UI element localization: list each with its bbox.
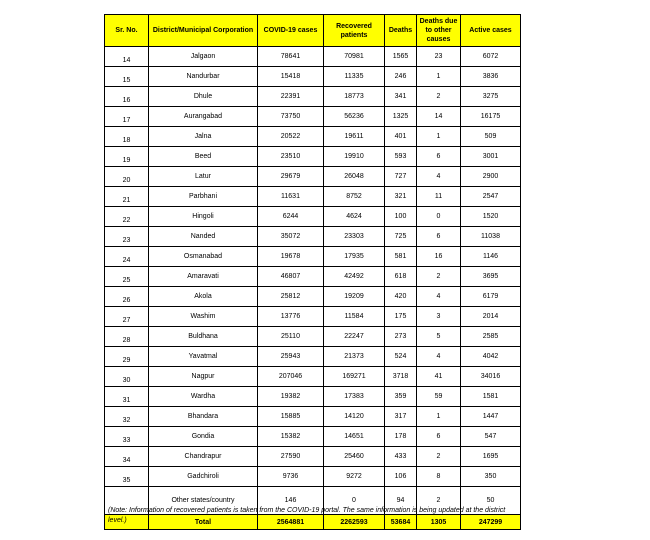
active-cell: 1695 — [461, 447, 521, 467]
recovered-cell: 19910 — [324, 147, 385, 167]
active-cell: 350 — [461, 467, 521, 487]
deaths-cell: 401 — [385, 127, 417, 147]
recovered-cell: 19611 — [324, 127, 385, 147]
table-row — [105, 187, 521, 207]
table-row — [105, 127, 521, 147]
recovered-cell: 19209 — [324, 287, 385, 307]
deaths-other-cell: 2 — [417, 487, 461, 515]
deaths-cell: 433 — [385, 447, 417, 467]
deaths-other-cell: 6 — [417, 147, 461, 167]
deaths-cell: 178 — [385, 427, 417, 447]
active-cell: 3695 — [461, 267, 521, 287]
cases-cell: 22391 — [258, 87, 324, 107]
active-cell: 16175 — [461, 107, 521, 127]
active-cell: 6179 — [461, 287, 521, 307]
table-row — [105, 107, 521, 127]
active-cell: 1146 — [461, 247, 521, 267]
deaths-cell: 524 — [385, 347, 417, 367]
district-cell: Gondia — [149, 427, 258, 447]
deaths-other-cell: 16 — [417, 247, 461, 267]
table-row — [105, 427, 521, 447]
header-district: District/Municipal Corporation — [149, 15, 258, 47]
cases-cell: 207046 — [258, 367, 324, 387]
table-row — [105, 47, 521, 67]
active-cell: 50 — [461, 487, 521, 515]
deaths-other-cell: 2 — [417, 267, 461, 287]
header-active-cases: Active cases — [461, 15, 521, 47]
sr-no-cell: 27 — [105, 307, 149, 327]
deaths-other-cell: 1 — [417, 67, 461, 87]
district-cell: Osmanabad — [149, 247, 258, 267]
district-cell: Bhandara — [149, 407, 258, 427]
deaths-other-cell: 59 — [417, 387, 461, 407]
recovered-cell: 4624 — [324, 207, 385, 227]
recovered-cell: 11335 — [324, 67, 385, 87]
deaths-cell: 618 — [385, 267, 417, 287]
sr-no-cell: 23 — [105, 227, 149, 247]
sr-no-cell: 16 — [105, 87, 149, 107]
cases-cell: 19382 — [258, 387, 324, 407]
district-cell: Hingoli — [149, 207, 258, 227]
district-cell: Amaravati — [149, 267, 258, 287]
active-cell: 3001 — [461, 147, 521, 167]
cases-cell: 35072 — [258, 227, 324, 247]
active-cell: 547 — [461, 427, 521, 447]
district-cell: Nandurbar — [149, 67, 258, 87]
district-cell: Jalna — [149, 127, 258, 147]
deaths-cell: 273 — [385, 327, 417, 347]
district-cell: Aurangabad — [149, 107, 258, 127]
sr-no-cell: 18 — [105, 127, 149, 147]
cases-cell: 15418 — [258, 67, 324, 87]
recovered-cell: 0 — [324, 487, 385, 515]
active-cell: 3275 — [461, 87, 521, 107]
cases-cell: 15382 — [258, 427, 324, 447]
table-row — [105, 147, 521, 167]
table-row — [105, 227, 521, 247]
recovered-cell: 21373 — [324, 347, 385, 367]
active-cell: 11038 — [461, 227, 521, 247]
deaths-cell: 94 — [385, 487, 417, 515]
deaths-cell: 341 — [385, 87, 417, 107]
active-cell: 3836 — [461, 67, 521, 87]
active-cell: 1581 — [461, 387, 521, 407]
table-row — [105, 207, 521, 227]
deaths-other-cell: 2 — [417, 87, 461, 107]
table-row — [105, 347, 521, 367]
active-cell: 2900 — [461, 167, 521, 187]
district-cell: Gadchiroli — [149, 467, 258, 487]
deaths-cell: 1325 — [385, 107, 417, 127]
district-cell: Nanded — [149, 227, 258, 247]
sr-no-cell: 30 — [105, 367, 149, 387]
deaths-other-cell: 2 — [417, 447, 461, 467]
deaths-other-cell: 5 — [417, 327, 461, 347]
active-cell: 6072 — [461, 47, 521, 67]
sr-no-cell: 24 — [105, 247, 149, 267]
deaths-cell: 581 — [385, 247, 417, 267]
recovered-cell: 17935 — [324, 247, 385, 267]
sr-no-cell: 14 — [105, 47, 149, 67]
recovered-cell: 8752 — [324, 187, 385, 207]
recovered-cell: 56236 — [324, 107, 385, 127]
covid-district-table — [104, 14, 521, 530]
deaths-other-cell: 3 — [417, 307, 461, 327]
district-cell: Parbhani — [149, 187, 258, 207]
table-row — [105, 367, 521, 387]
sr-no-cell: 22 — [105, 207, 149, 227]
sr-no-cell: 29 — [105, 347, 149, 367]
cases-cell: 25110 — [258, 327, 324, 347]
cases-cell: 13776 — [258, 307, 324, 327]
table-row — [105, 267, 521, 287]
cases-cell: 6244 — [258, 207, 324, 227]
header-deaths-other: Deaths due to other causes — [417, 15, 461, 47]
cases-cell: 73750 — [258, 107, 324, 127]
recovered-cell: 14120 — [324, 407, 385, 427]
sr-no-cell: 15 — [105, 67, 149, 87]
cases-cell: 46807 — [258, 267, 324, 287]
deaths-other-cell: 4 — [417, 167, 461, 187]
active-cell: 34016 — [461, 367, 521, 387]
active-cell: 2547 — [461, 187, 521, 207]
district-cell: Yavatmal — [149, 347, 258, 367]
cases-cell: 25812 — [258, 287, 324, 307]
cases-cell: 29679 — [258, 167, 324, 187]
deaths-other-cell: 6 — [417, 427, 461, 447]
cases-cell: 9736 — [258, 467, 324, 487]
table-row — [105, 167, 521, 187]
deaths-cell: 420 — [385, 287, 417, 307]
sr-no-cell: 28 — [105, 327, 149, 347]
deaths-other-cell: 8 — [417, 467, 461, 487]
active-cell: 4042 — [461, 347, 521, 367]
active-cell: 2014 — [461, 307, 521, 327]
header-covid-cases: COVID-19 cases — [258, 15, 324, 47]
deaths-cell: 106 — [385, 467, 417, 487]
recovered-cell: 25460 — [324, 447, 385, 467]
recovered-cell: 14651 — [324, 427, 385, 447]
table-row — [105, 87, 521, 107]
table-row — [105, 67, 521, 87]
district-cell: Buldhana — [149, 327, 258, 347]
sr-no-cell: 32 — [105, 407, 149, 427]
recovered-cell: 17383 — [324, 387, 385, 407]
cases-cell: 78641 — [258, 47, 324, 67]
deaths-cell: 727 — [385, 167, 417, 187]
district-cell: Latur — [149, 167, 258, 187]
district-cell: Akola — [149, 287, 258, 307]
table-body — [105, 47, 521, 515]
deaths-cell: 1565 — [385, 47, 417, 67]
district-cell: Dhule — [149, 87, 258, 107]
sr-no-cell: 19 — [105, 147, 149, 167]
cases-cell: 19678 — [258, 247, 324, 267]
district-cell: Other states/country — [149, 487, 258, 515]
district-cell: Beed — [149, 147, 258, 167]
deaths-other-cell: 41 — [417, 367, 461, 387]
sr-no-cell: 26 — [105, 287, 149, 307]
sr-no-cell: 35 — [105, 467, 149, 487]
deaths-other-cell: 11 — [417, 187, 461, 207]
district-cell: Nagpur — [149, 367, 258, 387]
deaths-cell: 317 — [385, 407, 417, 427]
total-cases: 2564881 — [258, 515, 324, 530]
sr-no-cell: 34 — [105, 447, 149, 467]
table-row — [105, 327, 521, 347]
table-header-row — [105, 15, 521, 47]
recovered-cell: 169271 — [324, 367, 385, 387]
deaths-other-cell: 4 — [417, 347, 461, 367]
deaths-other-cell: 6 — [417, 227, 461, 247]
active-cell: 1520 — [461, 207, 521, 227]
district-cell: Jalgaon — [149, 47, 258, 67]
table-row — [105, 287, 521, 307]
deaths-other-cell: 1 — [417, 127, 461, 147]
cases-cell: 20522 — [258, 127, 324, 147]
deaths-cell: 100 — [385, 207, 417, 227]
deaths-other-cell: 0 — [417, 207, 461, 227]
deaths-other-cell: 14 — [417, 107, 461, 127]
sr-no-cell: 25 — [105, 267, 149, 287]
header-sr-no: Sr. No. — [105, 15, 149, 47]
active-cell: 1447 — [461, 407, 521, 427]
total-deaths-other: 1305 — [417, 515, 461, 530]
deaths-other-cell: 23 — [417, 47, 461, 67]
deaths-other-cell: 4 — [417, 287, 461, 307]
header-recovered: Recovered patients — [324, 15, 385, 47]
recovered-cell: 26048 — [324, 167, 385, 187]
sr-no-cell: 21 — [105, 187, 149, 207]
district-cell: Chandrapur — [149, 447, 258, 467]
deaths-cell: 246 — [385, 67, 417, 87]
active-cell: 509 — [461, 127, 521, 147]
sr-no-cell: 33 — [105, 427, 149, 447]
recovered-cell: 42492 — [324, 267, 385, 287]
table-row — [105, 467, 521, 487]
deaths-cell: 359 — [385, 387, 417, 407]
sr-no-cell: 17 — [105, 107, 149, 127]
total-label: Total — [149, 515, 258, 530]
header-deaths: Deaths — [385, 15, 417, 47]
cases-cell: 11631 — [258, 187, 324, 207]
sr-no-cell: 31 — [105, 387, 149, 407]
table-note: (Note: Information of recovered patients is taken from the COVID-19 portal. The same information is being updated at the district level.) — [108, 507, 506, 524]
district-cell: Washim — [149, 307, 258, 327]
table-row — [105, 387, 521, 407]
sr-no-cell: 20 — [105, 167, 149, 187]
table-row — [105, 307, 521, 327]
recovered-cell: 23303 — [324, 227, 385, 247]
cases-cell: 23510 — [258, 147, 324, 167]
recovered-cell: 70981 — [324, 47, 385, 67]
active-cell: 2585 — [461, 327, 521, 347]
deaths-cell: 321 — [385, 187, 417, 207]
recovered-cell: 18773 — [324, 87, 385, 107]
deaths-cell: 175 — [385, 307, 417, 327]
deaths-cell: 3718 — [385, 367, 417, 387]
recovered-cell: 11584 — [324, 307, 385, 327]
cases-cell: 25943 — [258, 347, 324, 367]
district-cell: Wardha — [149, 387, 258, 407]
recovered-cell: 9272 — [324, 467, 385, 487]
total-recovered: 2262593 — [324, 515, 385, 530]
cases-cell: 15885 — [258, 407, 324, 427]
table-row — [105, 447, 521, 467]
cases-cell: 146 — [258, 487, 324, 515]
table-row — [105, 247, 521, 267]
total-deaths: 53684 — [385, 515, 417, 530]
table-row — [105, 407, 521, 427]
deaths-cell: 593 — [385, 147, 417, 167]
recovered-cell: 22247 — [324, 327, 385, 347]
cases-cell: 27590 — [258, 447, 324, 467]
total-active: 247299 — [461, 515, 521, 530]
deaths-cell: 725 — [385, 227, 417, 247]
deaths-other-cell: 1 — [417, 407, 461, 427]
